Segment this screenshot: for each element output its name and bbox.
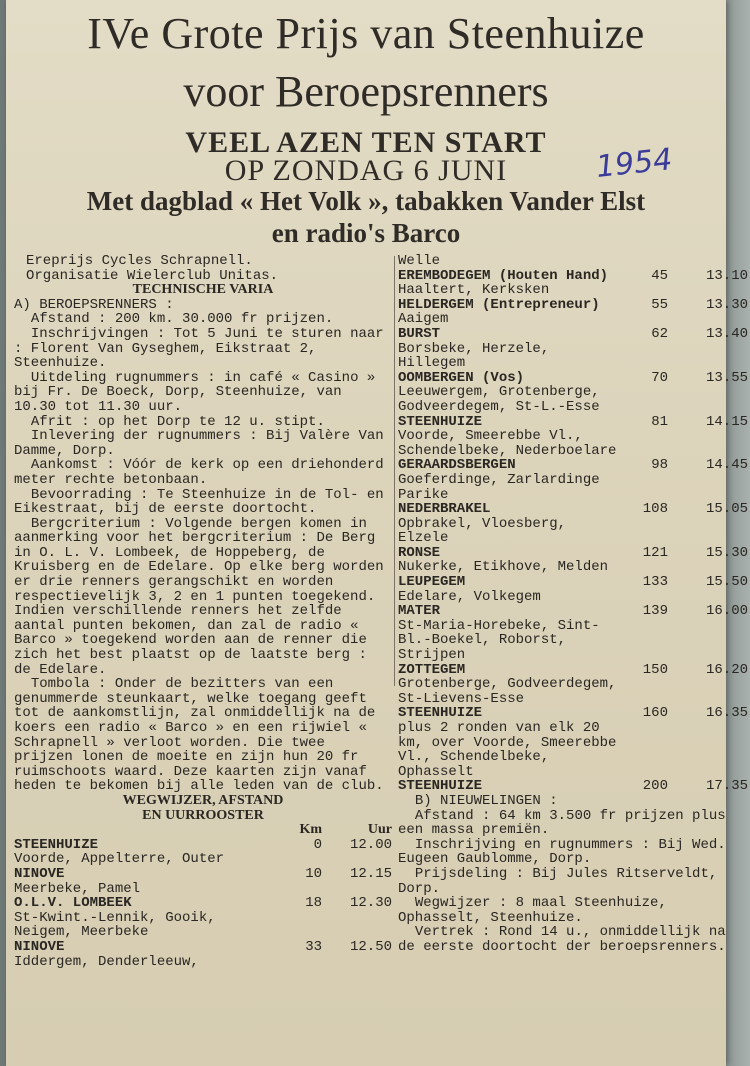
- route-km: [620, 619, 668, 663]
- route-row: [14, 955, 392, 970]
- route-time: 17.35: [705, 778, 748, 795]
- aankomst-text: Aankomst : Vóór de kerk op een driehonderd meter rechte betonbaan.: [14, 457, 393, 488]
- route-km: [620, 429, 668, 458]
- nieuwelingen-vertrek: Vertrek : Rond 14 u., onmiddellijk na de eerste doortocht der beroepsrenners.: [398, 924, 735, 955]
- route-time: [668, 385, 748, 414]
- beroepsrenners-heading: A) BEROEPSRENNERS :: [14, 296, 174, 313]
- km-column-header: Km: [299, 822, 322, 838]
- route-row: [398, 663, 748, 678]
- route-via: Voorde, Appelterre, Outer: [14, 851, 225, 868]
- route-row: [398, 779, 748, 794]
- route-place: OOMBERGEN (Vos): [398, 369, 525, 386]
- route-via: Iddergem, Denderleeuw,: [14, 953, 199, 970]
- right-route-list: [398, 254, 748, 794]
- route-time: 14.45: [705, 457, 748, 474]
- route-place: EREMBODEGEM (Houten Hand): [398, 267, 609, 284]
- left-column: [14, 254, 392, 969]
- nieuwelingen-heading: B) NIEUWELINGEN :: [398, 792, 558, 809]
- route-time: [668, 619, 748, 663]
- route-place: LEUPEGEM: [398, 574, 466, 591]
- uitdeling-text: Uitdeling rugnummers : in café « Casino » bij Fr. De Boeck, Dorp, Steenhuize, van 10.30 tot 11.30 uur.: [14, 369, 384, 415]
- route-time: 13.10: [705, 267, 748, 284]
- route-km: [620, 312, 668, 327]
- route-via: Meerbeke, Pamel: [14, 880, 141, 897]
- route-km: 55: [651, 296, 668, 313]
- route-via: Aaigem: [398, 311, 449, 328]
- route-row: [398, 429, 748, 458]
- route-row: [14, 867, 392, 882]
- organisatie-text: Organisatie Wielerclub Unitas.: [26, 267, 279, 284]
- route-via: Goeferdinge, Zarlardinge Parike: [398, 471, 600, 503]
- route-km: [620, 590, 668, 605]
- route-time: [668, 342, 748, 371]
- route-km: 108: [642, 501, 668, 518]
- route-km: [620, 385, 668, 414]
- route-time: 15.05: [705, 501, 748, 518]
- nieuwelingen-prijsdeling: Prijsdeling : Bij Jules Ritserveldt, Dorp.: [398, 865, 726, 897]
- wegwijzer-heading: WEGWIJZER, AFSTAND: [122, 792, 284, 808]
- route-km: 121: [642, 544, 668, 561]
- route-km: 0: [313, 836, 322, 853]
- route-place: STEENHUIZE: [398, 705, 483, 722]
- route-row: [398, 677, 748, 706]
- route-time: [668, 517, 748, 546]
- route-time: 16.20: [705, 661, 748, 678]
- route-km: 160: [642, 705, 668, 722]
- route-via: Haaltert, Kerksken: [398, 282, 550, 299]
- route-time: [668, 283, 748, 298]
- nieuwelingen-inschrijving: Inschrijving en rugnummers : Bij Wed. Eugeen Gaublomme, Dorp.: [398, 836, 735, 868]
- route-time: [668, 254, 748, 269]
- route-row: [398, 415, 748, 430]
- route-km: [620, 283, 668, 298]
- route-via: St-Maria-Horebeke, Sint-Bl.-Boekel, Roborst, Strijpen: [398, 617, 600, 664]
- headline-sponsors: Met dagblad « Het Volk », tabakken Vander Elst: [86, 186, 646, 216]
- bergcriterium-text: Bergcriterium : Volgende bergen komen in aanmerking voor het bergcriterium : De Berg in O. L. V. Lombeek, de Hoppeberg, de Kruisberg en de Edelare. Op elke berg worden er drie renners gerangschikt en worden respectievelijk 3, 2 en 1 punten toegekend. Indien verschillende renners het zelfde aantal punten bekomen, dan zal de radio « Barco » toegekend worden aan de renner die zich het best plaatst op de laatste berg : de Edelare.: [14, 515, 393, 678]
- route-km: [620, 677, 668, 706]
- route-place: BURST: [398, 325, 441, 342]
- route-km: 10: [305, 865, 322, 882]
- route-row: [398, 254, 748, 269]
- wegwijzer-subheading-row: [14, 809, 392, 824]
- column-divider: [394, 256, 395, 686]
- route-place: HELDERGEM (Entrepreneur): [398, 296, 600, 313]
- route-km: [620, 473, 668, 502]
- route-row: [398, 458, 748, 473]
- route-place: STEENHUIZE: [14, 836, 99, 853]
- route-time: [668, 312, 748, 327]
- route-place: STEENHUIZE: [398, 413, 483, 430]
- route-row: [398, 283, 748, 298]
- route-km: [620, 517, 668, 546]
- route-time: 12.50: [349, 938, 392, 955]
- route-km: [620, 254, 668, 269]
- headline-title: IVe Grote Prijs van Steenhuize: [87, 9, 645, 58]
- route-place: RONSE: [398, 544, 441, 561]
- route-time: [668, 590, 748, 605]
- route-km: [272, 955, 322, 970]
- route-km: 45: [651, 267, 668, 284]
- route-row: [398, 473, 748, 502]
- route-row: [398, 575, 748, 590]
- route-time: [668, 429, 748, 458]
- route-row: [14, 852, 392, 867]
- route-via: Opbrakel, Vloesberg, Elzele: [398, 515, 567, 547]
- headline-azen: VEEL AZEN TEN START: [185, 126, 547, 159]
- route-time: [322, 911, 392, 940]
- route-km: 139: [642, 603, 668, 620]
- route-time: [322, 955, 392, 970]
- route-row: [14, 838, 392, 853]
- route-via: plus 2 ronden van elk 20 km, over Voorde, Smeerebbe Vl., Schendelbeke, Ophasselt: [398, 720, 617, 780]
- route-place: NINOVE: [14, 938, 65, 955]
- route-row: [398, 590, 748, 605]
- route-row: [398, 706, 748, 721]
- nieuwelingen-afstand: Afstand : 64 km 3.500 fr prijzen plus een massa premiën.: [398, 807, 735, 839]
- route-time: [668, 473, 748, 502]
- tombola-text: Tombola : Onder de bezitters van een genummerde steunkaart, welke toegang geeft tot de aankomstlijn, zal onmiddellijk na de koers een radio « Barco » en een rijwiel « Schrapnell » verloot worden. Die twee prijzen lonen de moeite en zijn hun 20 fr ruimschoots waard. Deze kaarten zijn vanaf heden te bekomen bij alle leden van de club.: [14, 676, 384, 795]
- route-km: 33: [305, 938, 322, 955]
- route-via: Edelare, Volkegem: [398, 588, 541, 605]
- route-time: 14.15: [705, 413, 748, 430]
- route-km: 200: [642, 778, 668, 795]
- route-km: 98: [651, 457, 668, 474]
- schedule-column-headers: [14, 823, 392, 838]
- headline-subtitle: voor Beroepsrenners: [183, 67, 549, 116]
- route-row: [14, 896, 392, 911]
- route-row: [398, 385, 748, 414]
- route-time: 13.40: [705, 325, 748, 342]
- inschrijvingen-text: Inschrijvingen : Tot 5 Juni te sturen naar : Florent Van Gyseghem, Eikstraat 2, Steenhuize.: [14, 325, 393, 372]
- newspaper-clipping: [6, 0, 748, 1066]
- route-place: STEENHUIZE: [398, 778, 483, 795]
- route-time: [668, 560, 748, 575]
- route-time: 12.30: [349, 895, 392, 912]
- route-km: 70: [651, 369, 668, 386]
- route-row: [14, 940, 392, 955]
- route-km: [272, 911, 322, 940]
- route-via: Grotenberge, Godveerdegem, St-Lievens-Esse: [398, 676, 617, 707]
- route-time: 12.15: [349, 865, 392, 882]
- route-time: [668, 721, 748, 779]
- handwritten-year: 1954: [594, 142, 674, 185]
- route-km: 18: [305, 895, 322, 912]
- route-row: [398, 517, 748, 546]
- left-route-list: [14, 838, 392, 969]
- route-km: [620, 342, 668, 371]
- route-row: [398, 312, 748, 327]
- route-km: [620, 560, 668, 575]
- route-time: 12.00: [349, 836, 392, 853]
- route-via: St-Kwint.-Lennik, Gooik, Neigem, Meerbeke: [14, 909, 216, 941]
- route-km: 150: [642, 661, 668, 678]
- route-row: [398, 560, 748, 575]
- route-time: 16.00: [705, 603, 748, 620]
- route-time: 15.50: [705, 574, 748, 591]
- right-column: [398, 254, 748, 955]
- route-row: [398, 298, 748, 313]
- route-place: O.L.V. LOMBEEK: [14, 895, 132, 912]
- route-place: NEDERBRAKEL: [398, 501, 491, 518]
- route-time: [322, 852, 392, 867]
- route-km: 62: [651, 325, 668, 342]
- route-place: NINOVE: [14, 865, 65, 882]
- route-via: Leeuwergem, Grotenberge, Godveerdegem, St-L.-Esse: [398, 384, 600, 415]
- route-row: [14, 882, 392, 897]
- route-km: 81: [651, 413, 668, 430]
- route-via: Nukerke, Etikhove, Melden: [398, 559, 609, 576]
- route-row: [398, 619, 748, 663]
- route-row: [14, 911, 392, 940]
- headline-sponsors-2: en radio's Barco: [271, 218, 461, 248]
- route-row: [398, 546, 748, 561]
- bevoorrading-text: Bevoorrading : Te Steenhuize in de Tol- en Eikestraat, bij de eerste doortocht.: [14, 486, 393, 518]
- route-via: Borsbeke, Herzele, Hillegem: [398, 340, 550, 372]
- route-row: [398, 327, 748, 342]
- route-time: 13.30: [705, 296, 748, 313]
- route-time: 15.30: [705, 544, 748, 561]
- route-time: 13.55: [705, 369, 748, 386]
- route-km: 133: [642, 574, 668, 591]
- route-time: [322, 882, 392, 897]
- technische-varia-heading: TECHNISCHE VARIA: [132, 282, 274, 298]
- uur-column-header: Uur: [367, 822, 392, 838]
- route-km: [620, 721, 668, 779]
- route-place: GERAARDSBERGEN: [398, 457, 516, 474]
- wegwijzer-heading-2: EN UURROOSTER: [142, 807, 264, 823]
- route-km: [272, 882, 322, 897]
- route-row: [398, 269, 748, 284]
- route-row: [398, 604, 748, 619]
- route-row: [398, 721, 748, 779]
- route-row: [398, 371, 748, 386]
- ereprijs-text: Ereprijs Cycles Schrapnell.: [26, 253, 253, 269]
- route-row: [398, 342, 748, 371]
- headline-date: OP ZONDAG 6 JUNI: [224, 154, 508, 187]
- afstand-text: Afstand : 200 km. 30.000 fr prijzen.: [14, 311, 334, 328]
- route-time: 16.35: [705, 705, 748, 722]
- inlevering-text: Inlevering der rugnummers : Bij Valère Van Damme, Dorp.: [14, 428, 393, 459]
- route-place: ZOTTEGEM: [398, 661, 466, 678]
- route-time: [668, 677, 748, 706]
- nieuwelingen-wegwijzer: Wegwijzer : 8 maal Steenhuize, Ophasselt, Steenhuize.: [398, 895, 676, 926]
- route-via: Welle: [398, 253, 441, 269]
- route-place: MATER: [398, 603, 441, 620]
- route-row: [398, 502, 748, 517]
- route-via: Voorde, Smeerebbe Vl., Schendelbeke, Nederboelare: [398, 428, 617, 459]
- route-km: [272, 852, 322, 867]
- afrit-text: Afrit : op het Dorp te 12 u. stipt.: [14, 413, 325, 430]
